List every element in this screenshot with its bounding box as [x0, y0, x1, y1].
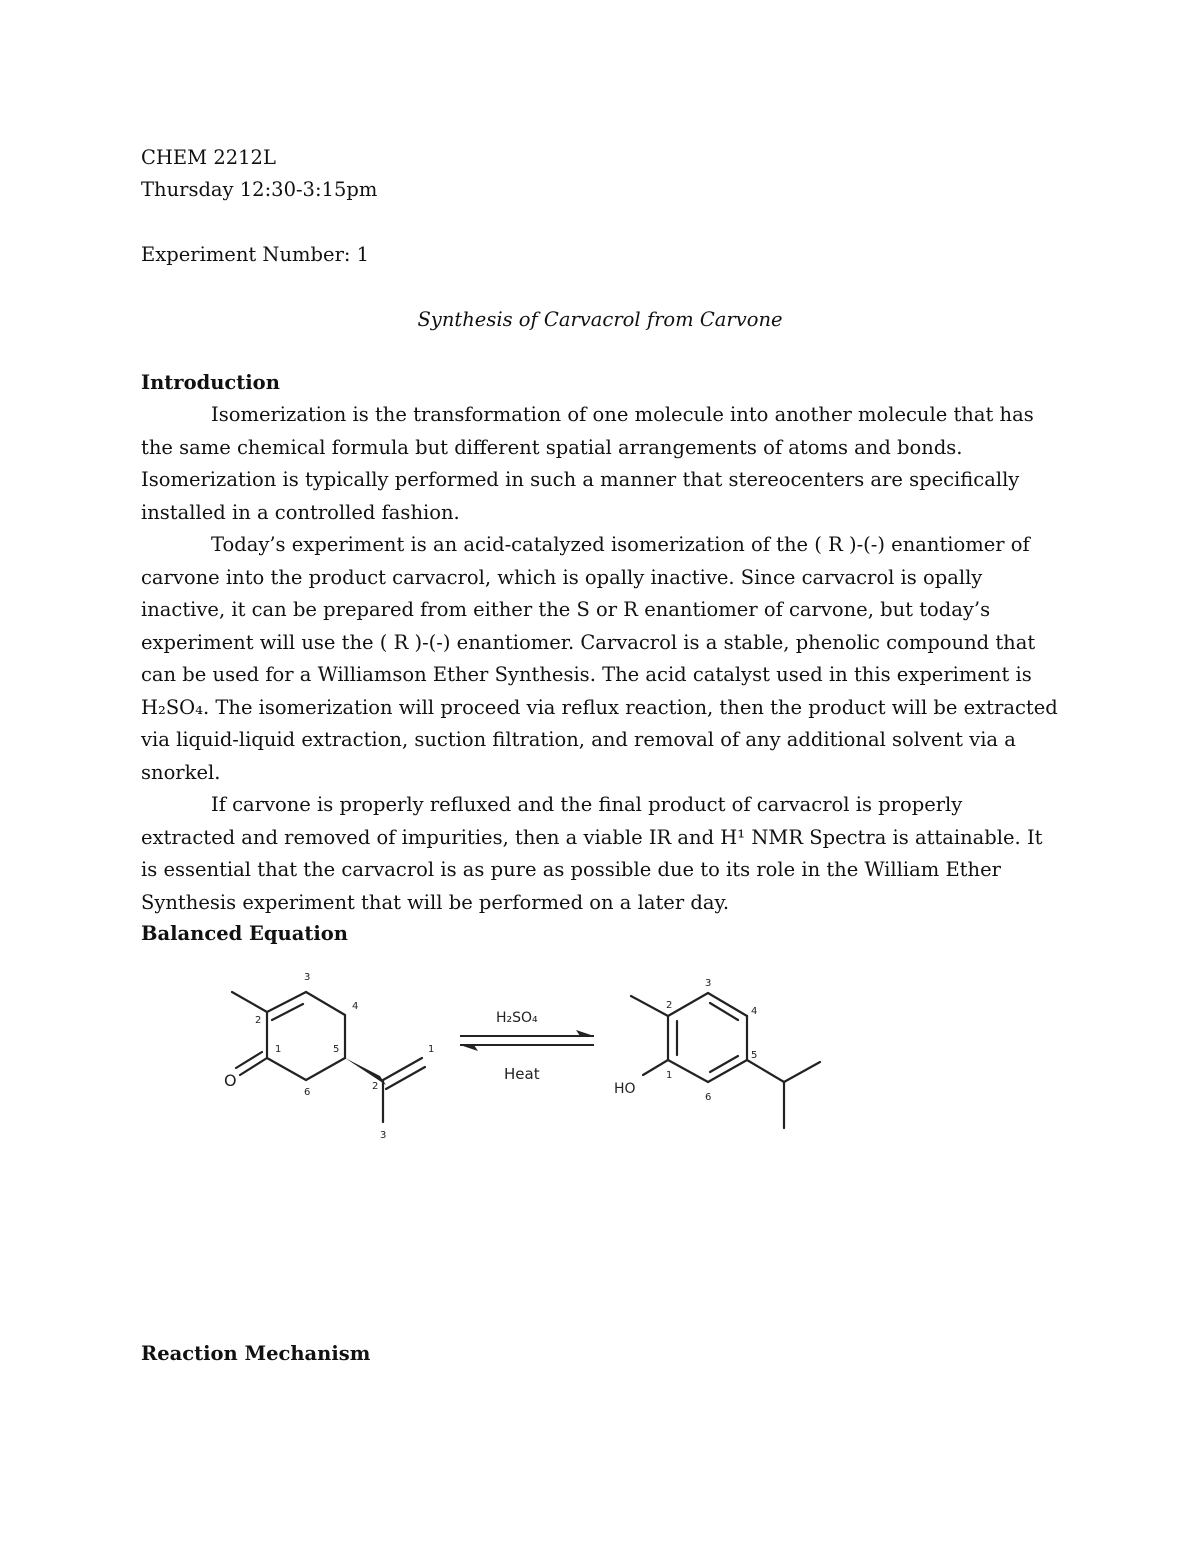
carvacrol-structure: [631, 993, 820, 1128]
introduction-paragraph: Isomerization is the transformation of one molecule into another molecule that has the same chemical formula but different spatial arrangements of atoms and bonds. Isomerization is typically performed in such a manner that stereocenters are specifically installed in a controlled fashion.: [141, 403, 1034, 524]
atom-number: 1: [275, 1044, 282, 1055]
atom-number: 2: [255, 1015, 262, 1026]
atom-number: 4: [751, 1006, 758, 1017]
experiment-number: Experiment Number: 1: [141, 243, 370, 266]
equilibrium-arrows: [460, 1036, 594, 1045]
class-schedule: Thursday 12:30-3:15pm: [141, 178, 378, 201]
atom-number: 5: [751, 1050, 758, 1061]
introduction-paragraph: Today’s experiment is an acid-catalyzed isomerization of the ( R )-(-) enantiomer of carvone into the product carvacrol, which is opally inactive. Since carvacrol is opally inactive, it can be prepared from either the S or R enantiomer of carvone, but today’s experiment will use the ( R )-(-) enantiomer. Carvacrol is a stable, phenolic compound that can be used for a Williamson Ether Synthesis. The acid catalyst used in this experiment is H₂SO₄. The isomerization will proceed via reflux reaction, then the product will be extracted via liquid-liquid extraction, suction filtration, and removal of any additional solvent via a snorkel.: [141, 533, 1058, 784]
introduction-body: [141, 399, 1059, 919]
course-code: CHEM 2212L: [141, 146, 276, 169]
atom-number: 6: [705, 1092, 712, 1103]
atom-number: 2: [372, 1081, 379, 1092]
carbonyl-oxygen-label: O: [224, 1071, 237, 1090]
document-title: Synthesis of Carvacrol from Carvone: [417, 308, 783, 331]
atom-number: 2: [666, 1000, 673, 1011]
reaction-mechanism-heading: Reaction Mechanism: [141, 1342, 371, 1365]
atom-number: 5: [333, 1044, 340, 1055]
introduction-heading: Introduction: [141, 371, 280, 394]
introduction-paragraph: If carvone is properly refluxed and the final product of carvacrol is properly extracted and removed of impurities, then a viable IR and H¹ NMR Spectra is attainable. It is essential that the carvacrol is as pure as possible due to its role in the William Ether Synthesis experiment that will be performed on a later day.: [141, 793, 1043, 914]
condition-label: Heat: [504, 1065, 540, 1083]
atom-number: 1: [428, 1044, 435, 1055]
reagent-label: H₂SO₄: [496, 1010, 538, 1026]
balanced-equation-heading: Balanced Equation: [141, 922, 348, 945]
atom-number: 3: [380, 1130, 387, 1141]
hydroxyl-label: HO: [614, 1081, 636, 1097]
carvone-structure: [232, 992, 425, 1122]
reaction-scheme: [0, 960, 1200, 1160]
atom-number: 3: [705, 978, 712, 989]
atom-number: 3: [304, 972, 311, 983]
wedge-bond: [345, 1058, 386, 1085]
atom-number: 6: [304, 1087, 311, 1098]
atom-number: 1: [666, 1070, 673, 1081]
atom-number: 4: [352, 1001, 359, 1012]
